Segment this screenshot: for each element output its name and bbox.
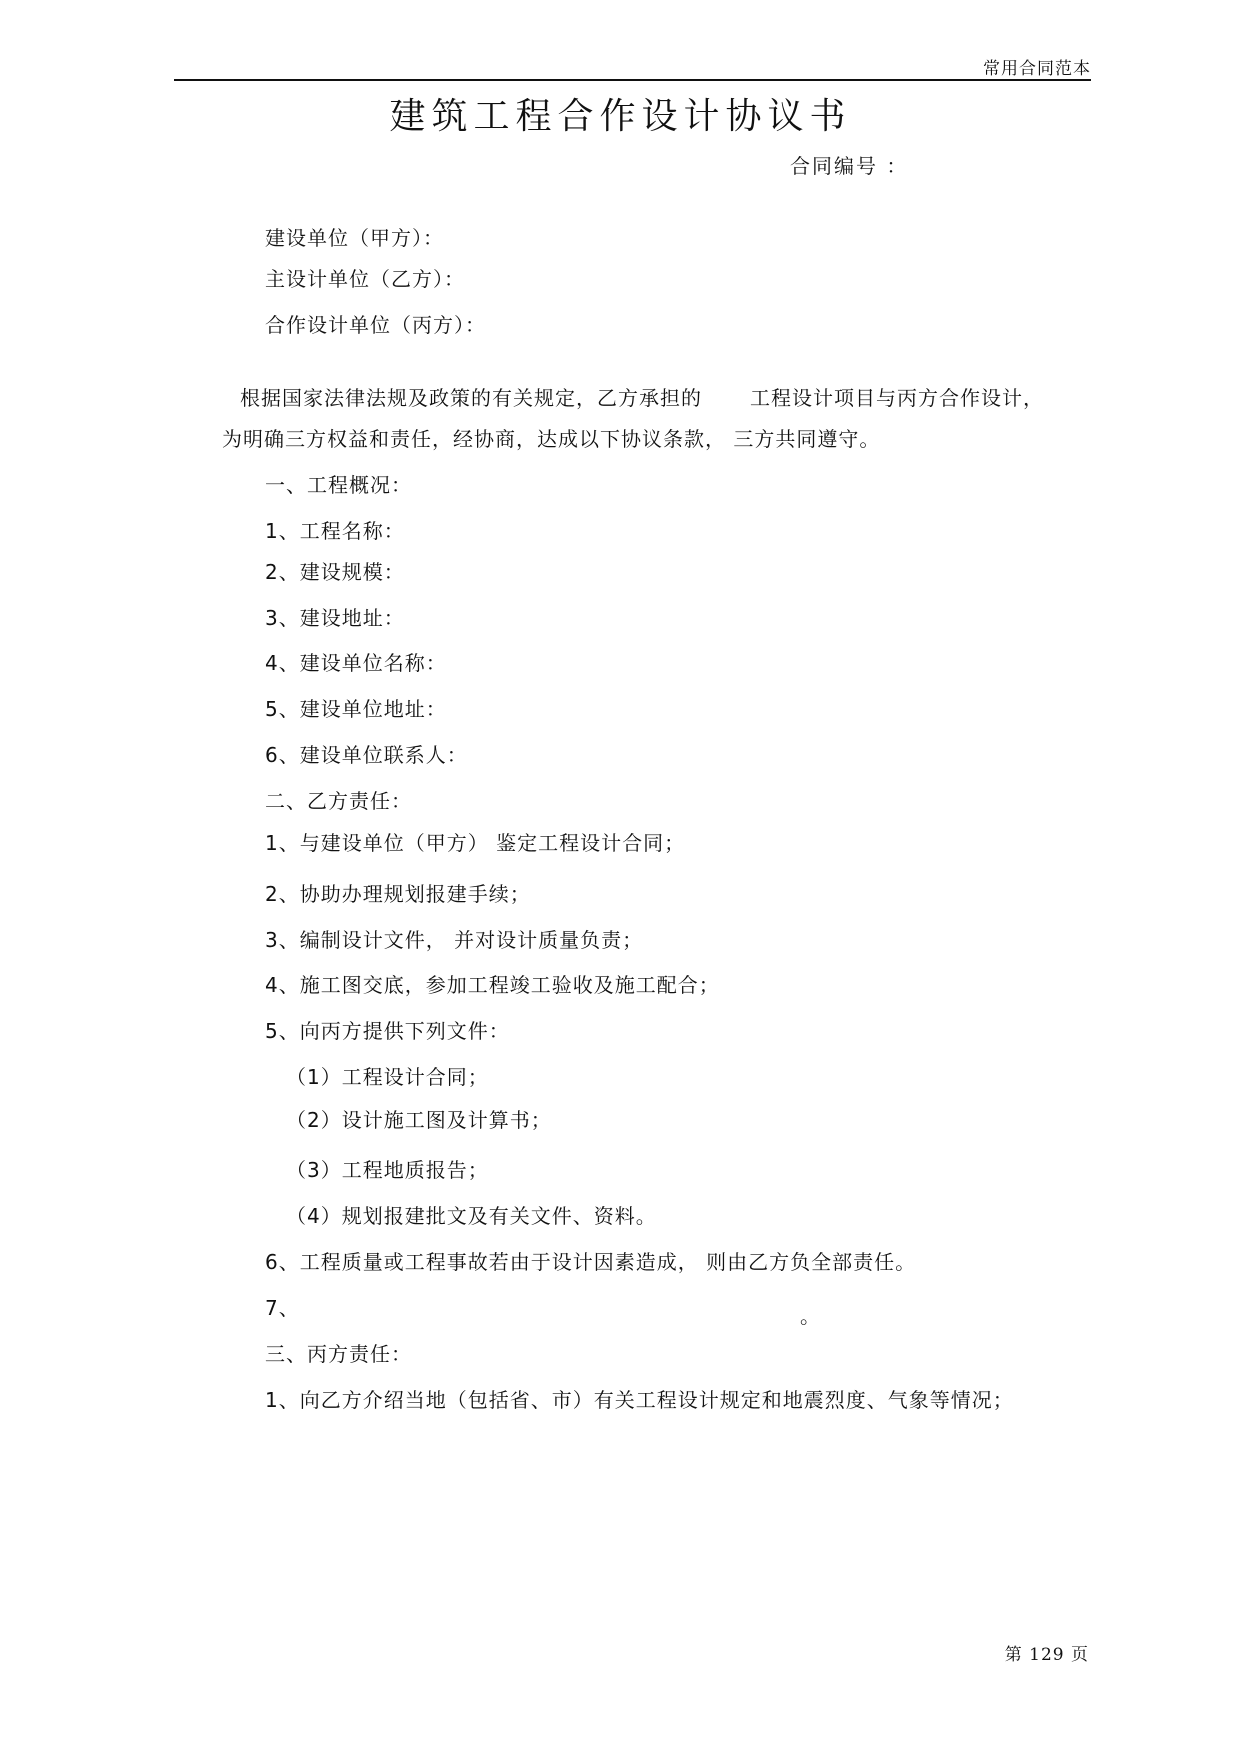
contract-number-label: 合同编号 ：: [790, 154, 909, 178]
intro-line-2: 为明确三方权益和责任，经协商，达成以下协议条款， 三方共同遵守。: [222, 427, 881, 451]
header-rule: [174, 79, 1091, 81]
intro-line-1-part-b: 工程设计项目与丙方合作设计，: [750, 386, 1044, 410]
page-number: 第 129 页: [1004, 1645, 1089, 1665]
section-2-item: 5、向丙方提供下列文件：: [265, 1019, 510, 1043]
section-1-item: 5、建设单位地址：: [265, 697, 447, 721]
party-a-line: 建设单位（甲方）：: [265, 226, 444, 250]
section-2-subitem: （1）工程设计合同；: [286, 1065, 489, 1089]
section-2-item-7-end: 。: [800, 1304, 820, 1328]
section-2-subitem: （2）设计施工图及计算书；: [286, 1108, 552, 1132]
section-2-item: 4、施工图交底，参加工程竣工验收及施工配合；: [265, 973, 720, 997]
section-2-item-7-label: 7、: [265, 1296, 300, 1320]
section-3-item: 1、向乙方介绍当地（包括省、市）有关工程设计规定和地震烈度、气象等情况；: [265, 1388, 1014, 1412]
section-1-item: 4、建设单位名称：: [265, 651, 447, 675]
section-1-item: 1、工程名称：: [265, 519, 405, 543]
section-2-heading: 二、乙方责任：: [265, 789, 412, 813]
section-1-heading: 一、工程概况：: [265, 473, 412, 497]
section-2-item: 1、与建设单位（甲方） 鉴定工程设计合同；: [265, 831, 686, 855]
section-2-item-6: 6、工程质量或工程事故若由于设计因素造成， 则由乙方负全部责任。: [265, 1250, 917, 1274]
section-1-item: 2、建设规模：: [265, 560, 405, 584]
party-b-line: 主设计单位（乙方）：: [265, 267, 465, 291]
section-1-item: 3、建设地址：: [265, 606, 405, 630]
section-2-subitem: （4）规划报建批文及有关文件、资料。: [286, 1204, 657, 1228]
section-3-heading: 三、丙方责任：: [265, 1342, 412, 1366]
party-c-line: 合作设计单位（丙方）：: [265, 313, 486, 337]
header-text: 常用合同范本: [983, 59, 1091, 79]
section-2-item: 2、协助办理规划报建手续；: [265, 882, 531, 906]
section-1-item: 6、建设单位联系人：: [265, 743, 468, 767]
section-2-subitem: （3）工程地质报告；: [286, 1158, 489, 1182]
section-2-item: 3、编制设计文件， 并对设计质量负责；: [265, 928, 644, 952]
document-title: 建筑工程合作设计协议书: [389, 96, 852, 137]
intro-line-1: [240, 382, 1044, 411]
intro-line-1-part-a: 根据国家法律法规及政策的有关规定，乙方承担的: [240, 386, 702, 410]
